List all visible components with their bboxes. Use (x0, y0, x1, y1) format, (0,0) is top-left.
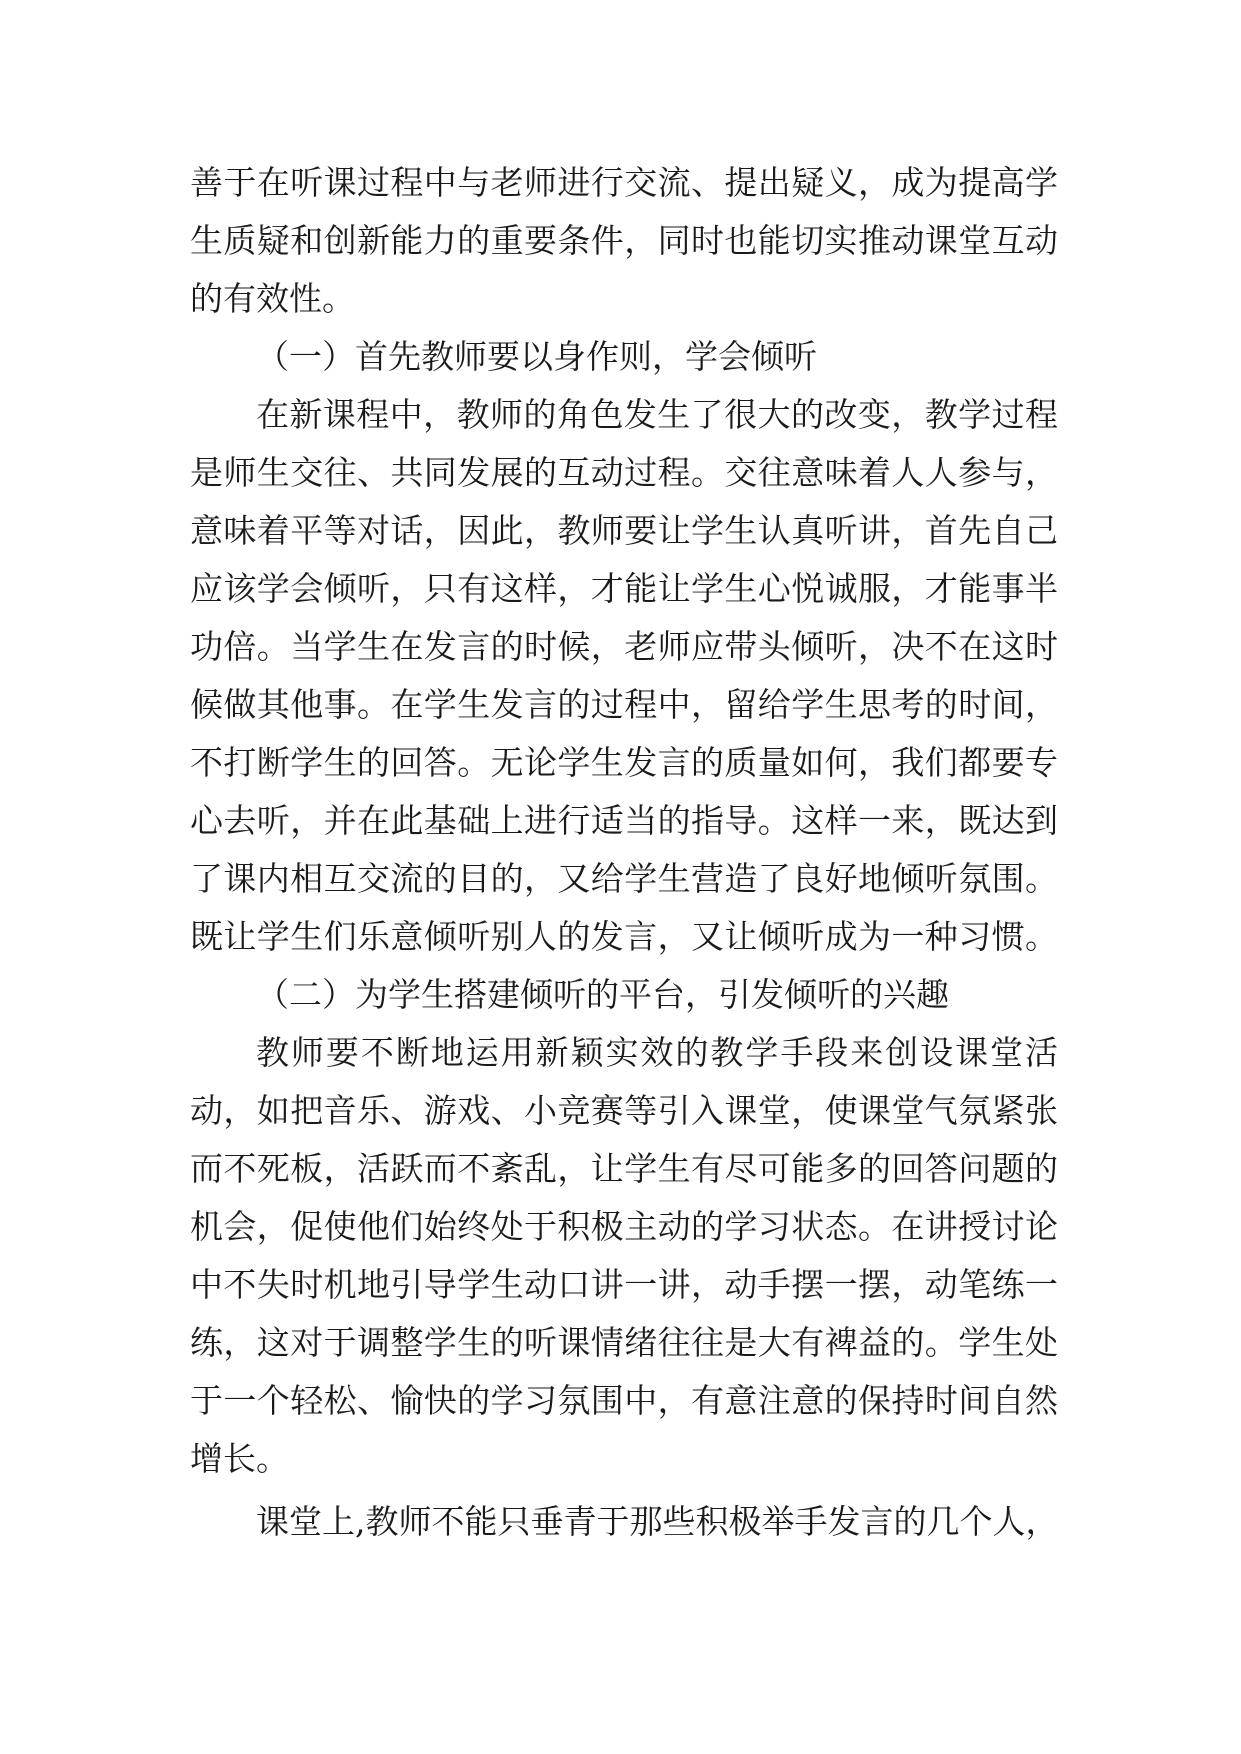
paragraph-line: 不打断学生的回答。无论学生发言的质量如何，我们都要专 (190, 743, 1058, 782)
paragraph-line: 增长。 (190, 1439, 289, 1478)
paragraph-line: 应该学会倾听，只有这样，才能让学生心悦诚服，才能事半 (190, 569, 1058, 608)
paragraph-line: 既让学生们乐意倾听别人的发言，又让倾听成为一种习惯。 (190, 917, 1058, 956)
paragraph-line: 动，如把音乐、游戏、小竞赛等引入课堂，使课堂气氛紧张 (190, 1091, 1058, 1130)
section-heading: （一）首先教师要以身作则，学会倾听 (256, 337, 817, 376)
paragraph-line: 教师要不断地运用新颖实效的教学手段来创设课堂活 (256, 1033, 1058, 1072)
paragraph-line: 心去听，并在此基础上进行适当的指导。这样一来，既达到 (190, 801, 1058, 840)
paragraph-line: 练，这对于调整学生的听课情绪往往是大有裨益的。学生处 (190, 1323, 1058, 1362)
paragraph-line: 在新课程中，教师的角色发生了很大的改变，教学过程 (256, 395, 1058, 434)
paragraph-line: 功倍。当学生在发言的时候，老师应带头倾听，决不在这时 (190, 627, 1058, 666)
paragraph-line: 机会，促使他们始终处于积极主动的学习状态。在讲授讨论 (190, 1207, 1058, 1246)
paragraph-line: 于一个轻松、愉快的学习氛围中，有意注意的保持时间自然 (190, 1381, 1058, 1420)
paragraph-line: 中不失时机地引导学生动口讲一讲，动手摆一摆，动笔练一 (190, 1265, 1058, 1304)
paragraph-line: 课堂上,教师不能只垂青于那些积极举手发言的几个人， (256, 1502, 1059, 1541)
paragraph-line: 而不死板，活跃而不紊乱，让学生有尽可能多的回答问题的 (190, 1149, 1058, 1188)
paragraph-line: 是师生交往、共同发展的互动过程。交往意味着人人参与， (190, 453, 1058, 492)
paragraph-line: 的有效性。 (190, 279, 355, 318)
section-heading: （二）为学生搭建倾听的平台，引发倾听的兴趣 (256, 975, 949, 1014)
paragraph-line: 候做其他事。在学生发言的过程中，留给学生思考的时间， (190, 685, 1058, 724)
paragraph-line: 意味着平等对话，因此，教师要让学生认真听讲，首先自己 (190, 511, 1058, 550)
paragraph-line: 了课内相互交流的目的，又给学生营造了良好地倾听氛围。 (190, 859, 1058, 898)
paragraph-line: 生质疑和创新能力的重要条件，同时也能切实推动课堂互动 (190, 221, 1058, 260)
paragraph-line: 善于在听课过程中与老师进行交流、提出疑义，成为提高学 (190, 163, 1058, 202)
